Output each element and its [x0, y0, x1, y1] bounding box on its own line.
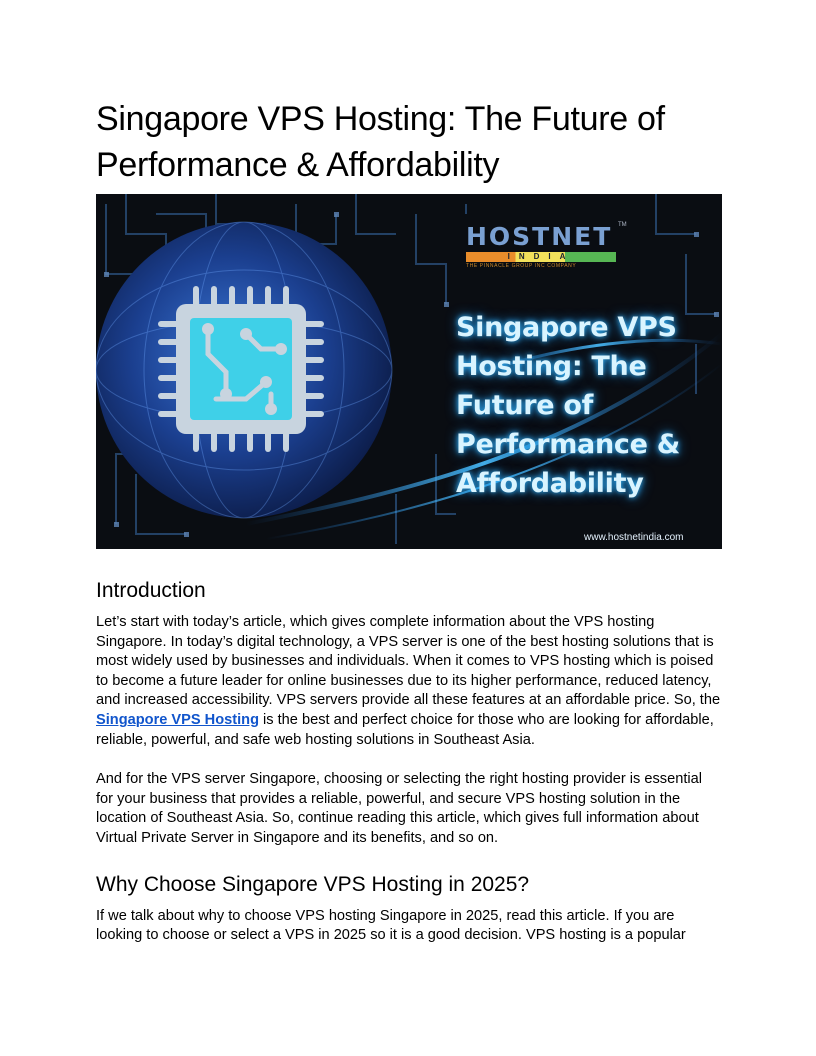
intro-p1-text-after: is the best and perfect choice for those who are looking for affordable, reliable, powerful, and safe web hosting solutions in Southeast Asia. [96, 711, 714, 748]
section-heading-why-choose: Why Choose Singapore VPS Hosting in 2025? [96, 872, 530, 896]
singapore-vps-hosting-link[interactable]: Singapore VPS Hosting [96, 711, 259, 728]
hostnet-logo [466, 224, 626, 269]
banner-url: www.hostnetindia.com [584, 532, 684, 543]
intro-paragraph-2: And for the VPS server Singapore, choosing or selecting the right hosting provider is essential for your business that provides a reliable, powerful, and secure VPS hosting solution in the location of Southeast Asia. So, continue reading this article, which gives full information about Virtual Private Server in Singapore and its benefits, and so on. [96, 771, 702, 846]
hero-banner-image [96, 194, 722, 549]
logo-tagline: THE PINNACLE GROUP INC COMPANY [466, 263, 577, 269]
document-page [96, 96, 722, 946]
banner-headline: Singapore VPS Hosting: The Future of Performance & Affordability [456, 312, 680, 499]
chip-icon [161, 289, 321, 449]
intro-p1-text-before: Let’s start with today’s article, which gives complete information about the VPS hosting Singapore. In today’s digital technology, a VPS server is one of the best hosting solutions that is most widely used by businesses and individuals. When it comes to VPS hosting which is poised to become a future leader for online businesses due to its higher performance, reduced latency, and increased accessibility. VPS servers provide all these features at an affordable price. So, the [96, 614, 721, 709]
intro-paragraph-1 [96, 613, 722, 750]
page-title: Singapore VPS Hosting: The Future of Performance & Affordability [96, 100, 665, 184]
logo-wordmark: HOSTNET [466, 222, 613, 251]
section-heading-introduction: Introduction [96, 579, 206, 602]
logo-country-bar: INDIA [466, 252, 616, 262]
logo-trademark: TM [618, 222, 627, 228]
why-paragraph-1: If we talk about why to choose VPS hosting Singapore in 2025, read this article. If you are looking to choose or select a VPS in 2025 so it is a good decision. VPS hosting is a popular [96, 907, 686, 944]
